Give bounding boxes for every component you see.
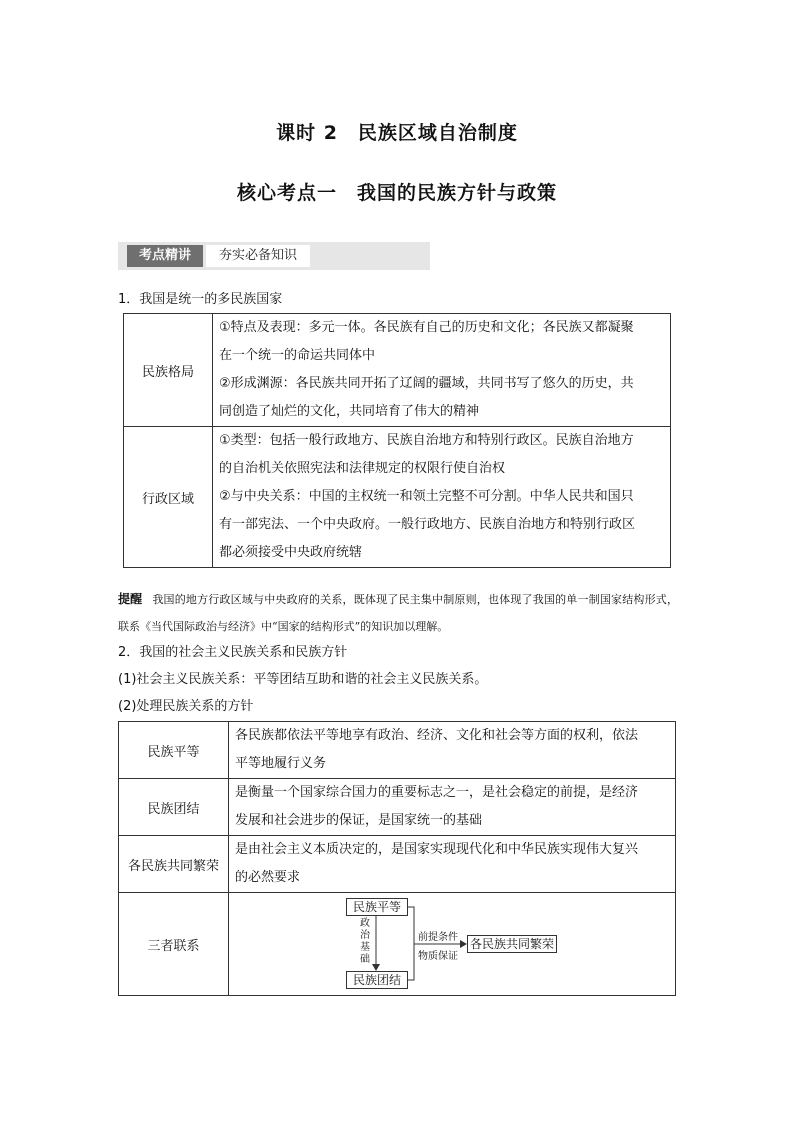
note-label: 提醒: [118, 592, 143, 606]
row-label: 民族平等: [119, 722, 229, 779]
relation-diagram-cell: [229, 893, 676, 996]
diagram-lines: [230, 894, 674, 994]
content-line: ②形成渊源：各民族共同开拓了辽阔的疆域，共同书写了悠久的历史，共: [219, 376, 634, 391]
content-line: 各民族都依法平等地享有政治、经济、文化和社会等方面的权利，依法: [235, 728, 639, 743]
content-line: 在一个统一的命运共同体中: [219, 348, 376, 363]
row-label: 民族格局: [124, 314, 213, 427]
relation-diagram: [230, 894, 674, 994]
content-line: 发展和社会进步的保证，是国家统一的基础: [235, 813, 483, 828]
section2-sub2: (2)处理民族关系的方针: [118, 699, 254, 714]
box-common-prosperity: 各民族共同繁荣: [467, 935, 557, 953]
ethnic-unity-table: [123, 313, 671, 568]
section1-heading: 1．我国是统一的多民族国家: [118, 292, 283, 307]
content-line: 有一部宪法、一个中央政府。一般行政地方、民族自治地方和特别行政区: [219, 517, 636, 532]
section-banner: [118, 242, 430, 270]
table-row: [119, 722, 676, 779]
content-line: 的必然要求: [235, 870, 301, 885]
section2-sub1: (1)社会主义民族关系：平等团结互助和谐的社会主义民族关系。: [118, 672, 488, 687]
table-row: [119, 836, 676, 893]
row-content: [213, 314, 671, 427]
content-line: 是衡量一个国家综合国力的重要标志之一，是社会稳定的前提，是经济: [235, 785, 639, 800]
down-arrow-head: [372, 964, 380, 971]
content-line: 平等地履行义务: [235, 756, 327, 771]
reminder-note: [118, 586, 678, 640]
row-label: 各民族共同繁荣: [119, 836, 229, 893]
row-content: [213, 427, 671, 568]
box-equality: 民族平等: [346, 898, 408, 916]
content-line: ①特点及表现：多元一体。各民族有自己的历史和文化；各民族又都凝聚: [219, 320, 634, 335]
point-title: 核心考点一 我国的民族方针与政策: [236, 182, 557, 204]
content-line: ②与中央关系：中国的主权统一和领土完整不可分割。中华人民共和国只: [219, 489, 634, 504]
note-text: 我国的地方行政区域与中央政府的关系，既体现了民主集中制原则，也体现了我国的单一制国家结构形式，联系《当代国际政治与经济》中“国家的结构形式”的知识加以理解。: [118, 593, 678, 633]
banner-subtitle: 夯实必备知识: [206, 245, 310, 267]
table-row: [119, 893, 676, 996]
row-label: 行政区域: [124, 427, 213, 568]
content-line: 都必须接受中央政府统辖: [219, 545, 363, 560]
label-material-guarantee: 物质保证: [418, 951, 458, 962]
section2-heading: 2．我国的社会主义民族关系和民族方针: [118, 645, 348, 660]
content-line: ①类型：包括一般行政地方、民族自治地方和特别行政区。民族自治地方: [219, 433, 634, 448]
label-precondition: 前提条件: [418, 932, 458, 943]
vertical-char: 基: [360, 942, 370, 953]
vertical-char: 政: [360, 918, 370, 929]
table-row: [124, 427, 671, 568]
row-content: [229, 836, 676, 893]
lesson-title: 课时 2 民族区域自治制度: [276, 122, 518, 144]
vertical-char: 础: [360, 954, 370, 965]
vertical-char: 治: [360, 930, 370, 941]
row-content: [229, 779, 676, 836]
right-arrow-head: [460, 940, 467, 948]
ethnic-policy-table: [118, 721, 676, 996]
box-unity: 民族团结: [346, 971, 408, 989]
banner-tag: 考点精讲: [127, 245, 203, 267]
content-line: 的自治机关依照宪法和法律规定的权限行使自治权: [219, 461, 506, 476]
content-line: 同创造了灿烂的文化，共同培育了伟大的精神: [219, 404, 480, 419]
content-line: 是由社会主义本质决定的，是国家实现现代化和中华民族实现伟大复兴: [235, 842, 639, 857]
row-content: [229, 722, 676, 779]
table-row: [119, 779, 676, 836]
row-label: 三者联系: [119, 893, 229, 996]
bracket-line: [407, 907, 414, 980]
row-label: 民族团结: [119, 779, 229, 836]
table-row: [124, 314, 671, 427]
